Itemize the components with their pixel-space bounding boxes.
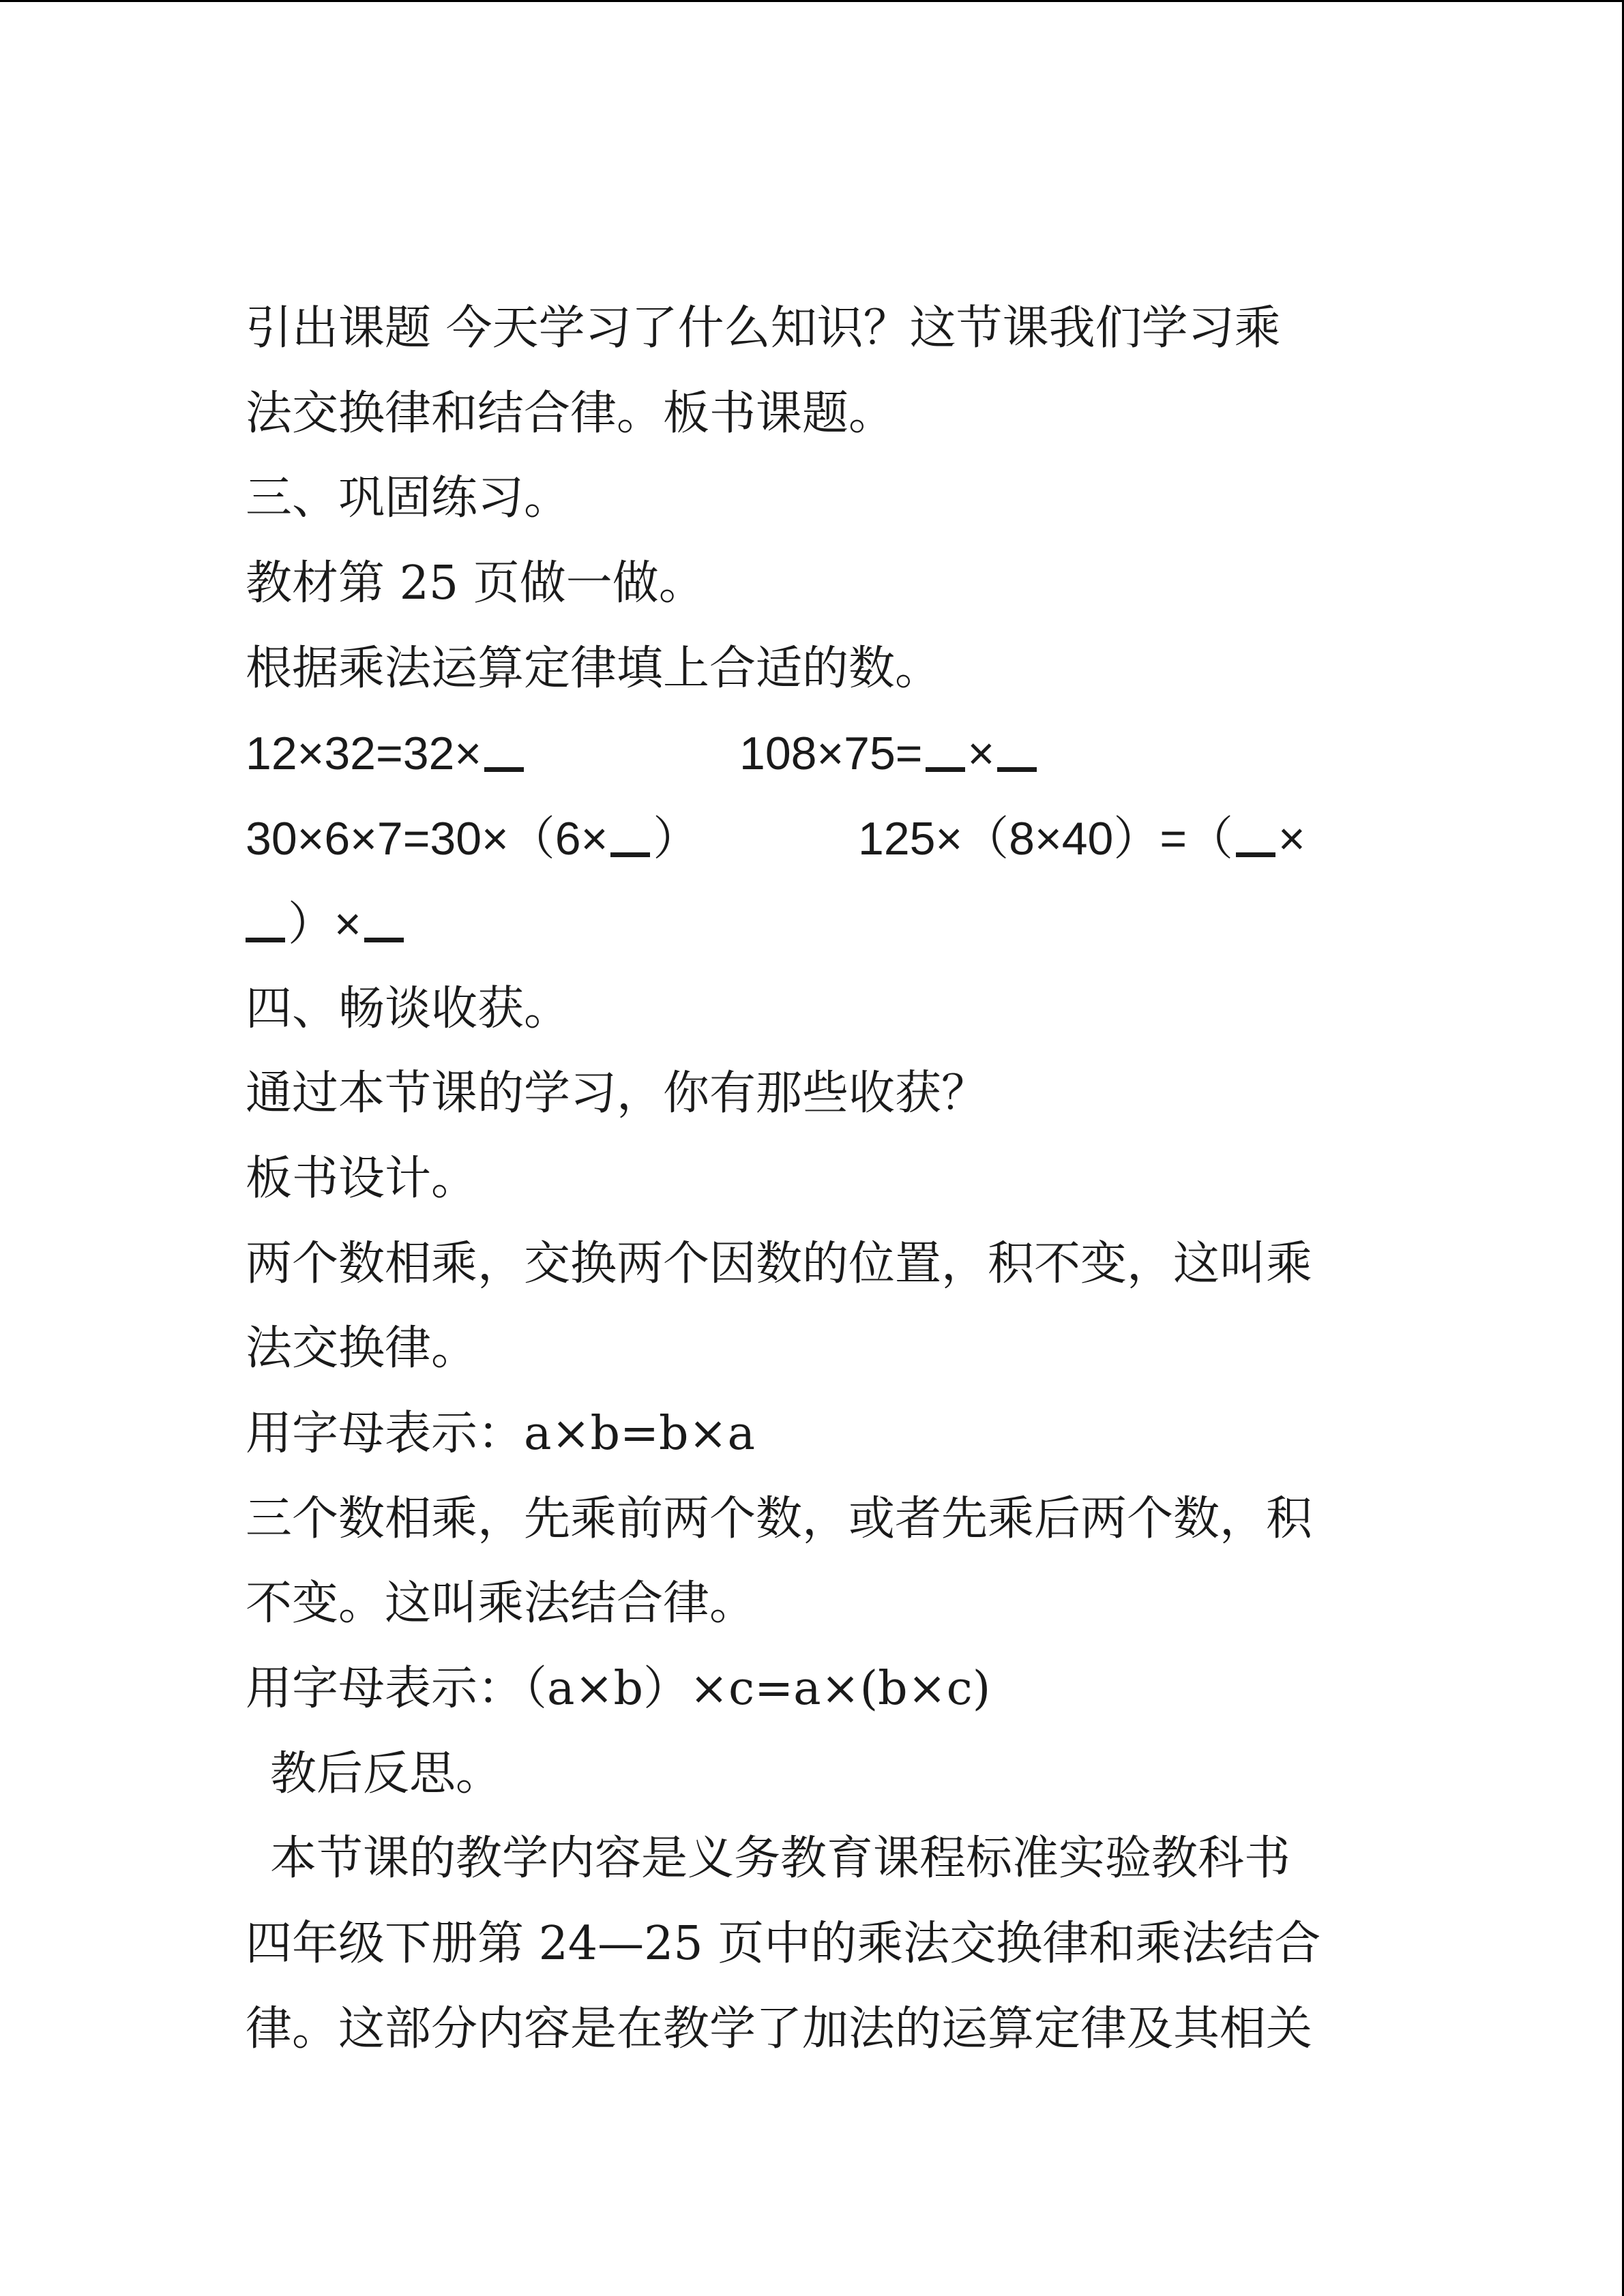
- exercise-item: [739, 711, 1039, 796]
- answer-blank[interactable]: [610, 852, 650, 857]
- page-border-top: [0, 0, 1624, 2]
- paragraph-line: 四年级下册第 24—25 页中的乘法交换律和乘法结合: [246, 1917, 1321, 1971]
- paragraph-line: 不变。这叫乘法结合律。: [246, 1577, 756, 1631]
- exercise-text: ×: [1278, 813, 1305, 865]
- exercise-text: ）: [653, 813, 700, 865]
- exercise-item: [246, 796, 699, 882]
- answer-blank[interactable]: [926, 767, 965, 772]
- exercise-text: 12×32=32×: [246, 728, 482, 780]
- exercise-row-1: [246, 711, 1378, 796]
- paragraph-line: 根据乘法运算定律填上合适的数。: [246, 641, 942, 696]
- exercise-text: 108×75=: [739, 728, 923, 780]
- answer-blank[interactable]: [484, 767, 524, 772]
- paragraph-line: 本节课的教学内容是义务教育课程标准实验教科书: [270, 1832, 1291, 1886]
- exercise-item: [858, 796, 1305, 882]
- section-heading: 四、畅谈收获。: [246, 981, 571, 1036]
- paragraph-line: 板书设计。: [246, 1151, 478, 1206]
- paragraph-line: 两个数相乘，交换两个因数的位置，积不变，这叫乘: [246, 1236, 1313, 1291]
- section-heading: 教后反思。: [270, 1746, 503, 1801]
- exercise-text: ）×: [288, 897, 361, 950]
- exercise-text: 30×6×7=30×（6×: [246, 813, 608, 865]
- formula-line: 用字母表示：a×b=b×a: [246, 1406, 756, 1461]
- answer-blank[interactable]: [1236, 852, 1275, 857]
- paragraph-line: 律。这部分内容是在教学了加法的运算定律及其相关: [246, 2001, 1313, 2056]
- answer-blank[interactable]: [246, 938, 285, 942]
- formula-line: 用字母表示：（a×b）×c=a×(b×c): [246, 1662, 991, 1716]
- exercise-row-3: [246, 882, 1378, 967]
- document-body: [246, 286, 1378, 2072]
- exercise-text: 125×（8×40）=（: [858, 813, 1234, 865]
- exercise-item: [246, 711, 527, 796]
- answer-blank[interactable]: [364, 938, 404, 942]
- paragraph-line: 教材第 25 页做一做。: [246, 556, 705, 611]
- paragraph-line: 引出课题 今天学习了什么知识？这节课我们学习乘: [246, 301, 1281, 355]
- paragraph-line: 法交换律和结合律。板书课题。: [246, 386, 896, 441]
- answer-blank[interactable]: [997, 767, 1037, 772]
- exercise-text: ×: [967, 728, 995, 780]
- paragraph-line: 通过本节课的学习，你有那些收获？: [246, 1067, 988, 1121]
- paragraph-line: 法交换律。: [246, 1322, 478, 1376]
- section-heading: 三、巩固练习。: [246, 471, 571, 526]
- exercise-row-2: [246, 796, 1378, 882]
- paragraph-line: 三个数相乘，先乘前两个数，或者先乘后两个数，积: [246, 1491, 1313, 1546]
